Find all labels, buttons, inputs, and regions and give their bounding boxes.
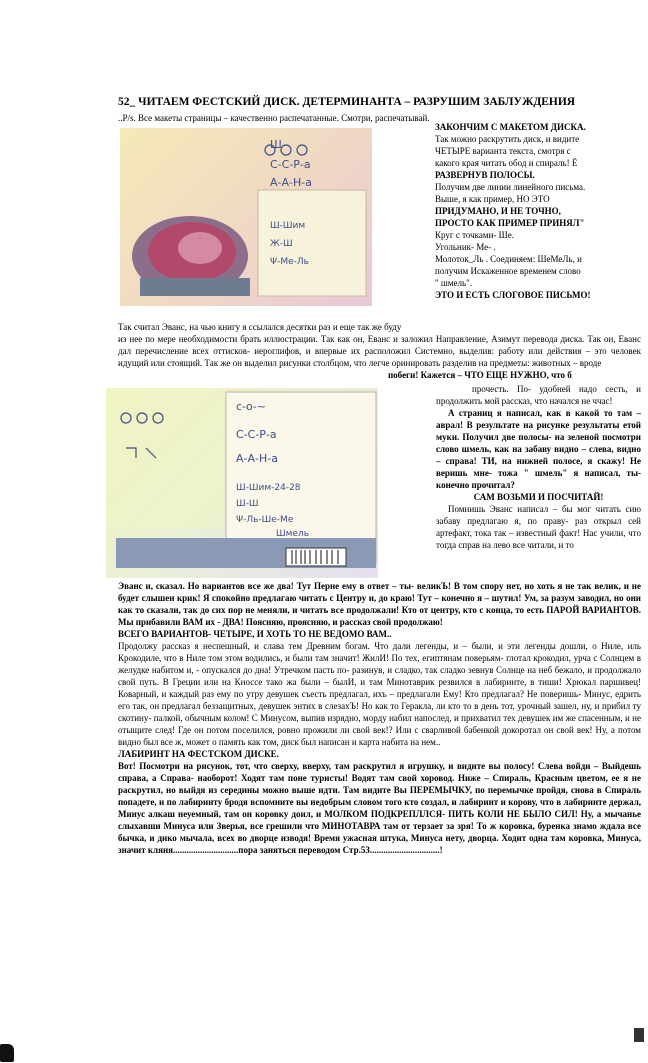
- photo1-note-4: Ш-Шим: [270, 221, 306, 231]
- photo2-note-6: Ψ-Ль-Ше-Ме: [236, 515, 294, 525]
- photo1-note-1: Ш: [270, 138, 282, 151]
- mid-line-1: Так считал Эванс, на чью книгу я ссылался десятки раз и еще так же буду: [118, 322, 402, 332]
- right-column-top: [435, 121, 641, 301]
- photo-notebook: [106, 388, 378, 578]
- right-column-bottom: [436, 383, 641, 551]
- body-heading-1: ВСЕГО ВАРИАНТОВ- ЧЕТЫРЕ, И ХОТЬ ТО НЕ ВЕДОМО ВАМ..: [118, 629, 392, 639]
- right1-line: какого края читать обод и спираль! Ё: [435, 158, 578, 168]
- photo-disk-illustration: [120, 128, 372, 306]
- photo2-note-1: с-о-~: [236, 400, 266, 413]
- right1-line: ПРИДУМАНО, И НЕ ТОЧНО,: [435, 206, 561, 216]
- photo1-note-2: С-С-Р-а: [270, 158, 311, 171]
- scan-mark-right: [634, 1028, 644, 1042]
- photo2-note-7: Шмель: [276, 529, 310, 539]
- body-para-3: Вот! Посмотри на рисунок, тот, что сверху, вверху, там раскрутил я игрушку, и видите вы полосу! Слева войди – Выйдешь справа, а Справа- наоборот! Ходят там поне туристы! Водят там свой хоровод. Ниже – Спираль, Красным цветом, ее я не раскрутил, но выйдя из середины можно выше идти. Там видите Вы ПЕРЕМЫЧКУ, по перемычке пройдя, снова в Спираль попадете, и по лабиринту бродя вспомните вы недобрым словом того кто создал, и лабиринт и корову, что в лабиринте держал, Минус алкаш неуемный, там он коровку доил, и МОЛКОМ ПОДКРЕПЛЛСЯ- ПИТЬ КОЛИ НЕ БЫЛО СИЛ! Ну, а мычанье слыхавши Минуса или Зверья, все грешили что МИНОТАВРА там от терзает за зря! То ж коровка, буренка знамо ждала все бычка, и дико мычала, всех во дворце изводя! Время ужасная штука, Минуса нету, дворца. Ходит одна там коровка, Минуса, значит кляня.............................пора заняться переводом Стр.53...............................!: [118, 761, 641, 855]
- right1-line: ЗАКОНЧИМ С МАКЕТОМ ДИСКА.: [435, 122, 586, 132]
- right2-para-2: А страниц я написал, как в какой то там – аврал! В результате на рисунке результаты етой муки. Получил две полосы- на зеленой посмотри слово шмель, как на забаву видно – слева, видно – справа! ТИ, на нижней полосе, я скажу! Не веришь мне- тожа " шмель" я написал, ты- конечно прочитал?: [436, 408, 641, 490]
- page-title: 52_ ЧИТАЕМ ФЕСТСКИЙ ДИСК. ДЕТЕРМИНАНТА – РАЗРУШИМ ЗАБЛУЖДЕНИЯ: [118, 96, 576, 108]
- right1-line: Угольник- Ме- .: [435, 242, 496, 252]
- scan-mark-left: [0, 1044, 14, 1062]
- page-subtitle: ..P/s. Все макеты страницы – качественно распечатанные. Смотри, распечатывай.: [118, 113, 430, 123]
- right1-line: " шмель".: [435, 278, 473, 288]
- photo2-note-5: Ш-Ш: [236, 499, 259, 509]
- mid-line-3: побеги! Кажется – ЧТО ЕЩЕ НУЖНО, что б: [388, 370, 572, 380]
- right1-line: РАЗВЕРНУВ ПОЛОСЫ.: [435, 170, 535, 180]
- photo-disk-notes: [120, 128, 372, 306]
- photo2-note-2: С-С-Р-а: [236, 428, 277, 441]
- body-para-2: Продолжу рассказ я неспешный, и слава тем Древним богам. Что дали легенды, и – были, и эти легенды дошли, о Ниле, иль Крокодиле, что в Ниле том этом водились, и были там значит! ЖилИ! По тех, египтянам поверьям- глотал крокодил, урча с Солнцем в желудке набитом и, - опускался до дна! Утречком пасть по- разинув, и сладко, так сладко зевнув Солнце на неб бежало, и продолжало свой путь. В Греции или на Кноссе тако жа были – былИ, и там Минотаврик резвился в лабиринте, в тиши! Хрюкал паршивец! Коварный, и каждый раз ему по утру девушек съесть предлагал, ихъ – предлагали Ему! Кто предлагал? Не поверишь- Минус, едрить его так, он предлагал беззащитных, девушек энтих в слезахЪ! Но как то Геракла, ли кто то в день тот, урочный зашел, ну, и прибил ту скотину- палкой, обычным колом! С Минусом, выпив изрядно, морду набил напослед, и прихватил тех девушек им же спасенным, и не отыщите след! Где он потом поселился, ровно прожили ли свой век!? Или с сварливой бабенкой докоротал он свой век! Ну, а потом видно был все ж, может о память как том, диск был написан и карта набита на нем..: [118, 641, 641, 747]
- photo1-note-5: Ж-Ш: [270, 239, 293, 249]
- right1-line: ПРОСТО КАК ПРИМЕР ПРИНЯЛ": [435, 218, 585, 228]
- mid-line-2: из нее по мере необходимости брать иллюстрации. Так как он, Еванс и заложил Направление, Азимут перевода диска. Так он, Еванс дал перечисление всех оттисков- иероглифов, и впервые их расположил Системно, выделив: работу или действия – это человек идущий или стоящий. Так же он выделил рисунки столбцом, что легче оринировать разделив на предметы: животных – вроде: [118, 334, 641, 368]
- body-heading-2: ЛАБИРИНТ НА ФЕСТСКОМ ДИСКЕ.: [118, 749, 279, 759]
- photo2-note-3: А-А-Н-а: [236, 452, 278, 465]
- right1-line: Получим две линии линейного письма.: [435, 182, 586, 192]
- right1-line: ЧЕТЫРЕ варианта текста, смотря с: [435, 146, 571, 156]
- right1-line: Молоток_Ль . Соединяем: ШеМеЛь, и: [435, 254, 582, 264]
- right1-line: Выше, я как пример, НО ЭТО: [435, 194, 550, 204]
- body-text: [118, 580, 641, 856]
- right1-line: Так можно раскрутить диск, и видите: [435, 134, 580, 144]
- right2-heading: САМ ВОЗЬМИ И ПОСЧИТАЙ!: [473, 492, 604, 502]
- middle-paragraph: [118, 321, 641, 381]
- photo-notebook-illustration: [106, 388, 378, 578]
- photo1-note-3: А-А-Н-а: [270, 176, 312, 189]
- right1-line: ЭТО И ЕСТЬ СЛОГОВОЕ ПИСЬМО!: [435, 290, 591, 300]
- photo2-note-4: Ш-Шим-24-28: [236, 483, 301, 493]
- right1-line: Круг с точками- Ше.: [435, 230, 514, 240]
- body-para-1: Эванс и, сказал. Но вариантов все же два! Тут Перне ему в ответ – ты- великЪ! В том спору нет, но хоть я не так велик, и не будет слышен крик! Я спокойно предлагаю читать с Центру и, до краю! Тут – конечно я – шутил! Ум, за разум заводил, но они как то сказали, так до сих пор не меняли, и читать все продолжали! Кто от центру, кто с конца, то есть ПАРОЙ ВАРИАНТОВ. Мы прибавили ВАМ их - ДВА! Поясняю, проясняю, и рассказ свой продолжаю!: [118, 581, 641, 627]
- photo1-note-6: Ψ-Ме-Ль: [270, 257, 309, 267]
- right2-para-3: Помнишь Эванс написал – бы мог читать сию забаву предлагаю я, по праву- раз открыл сей артефакт, тока так – известный факт! Нас учили, что тогда справ на лево все читали, и то: [436, 504, 641, 550]
- right2-para-1: прочесть. По- удобней надо сесть, и продолжить мой рассказ, что начался не ччас!: [436, 384, 641, 406]
- right1-line: получим Искаженное временем слово: [435, 266, 581, 276]
